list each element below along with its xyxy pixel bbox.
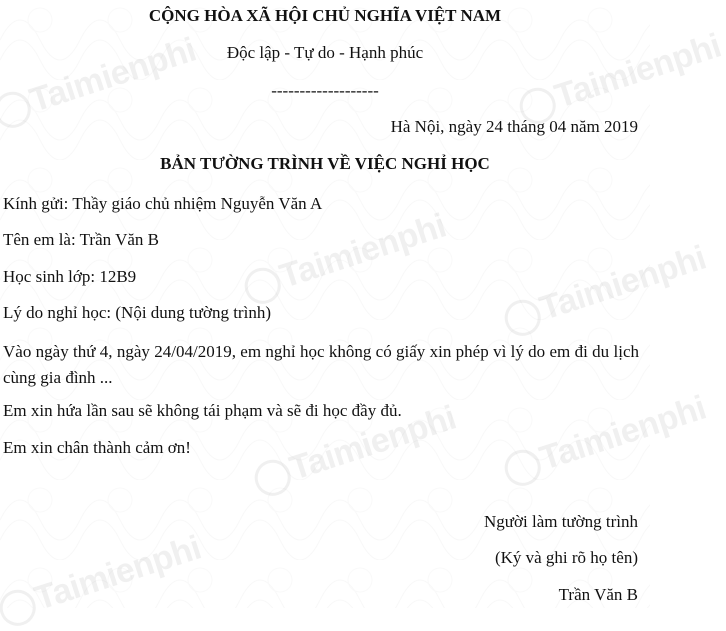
watermark-logo (0, 529, 206, 631)
watermark-text: Taimienphi (535, 238, 711, 328)
watermark-circle-icon (250, 455, 295, 500)
watermark-text: Taimienphi (25, 30, 201, 120)
watermark-circle-icon (0, 585, 40, 630)
signature-name: Trần Văn B (558, 585, 638, 604)
thanks-line: Em xin chân thành cảm ơn! (3, 438, 191, 457)
watermark-text: Taimienphi (550, 26, 726, 116)
student-class-line: Học sinh lớp: 12B9 (3, 267, 137, 286)
signature-role: Người làm tường trình (484, 512, 638, 531)
watermark-text: Taimienphi (275, 206, 451, 296)
reason-label-line: Lý do nghỉ học: (Nội dung tường trình) (3, 303, 271, 322)
student-name-line: Tên em là: Trần Văn B (3, 230, 159, 249)
national-title: CỘNG HÒA XÃ HỘI CHỦ NGHĨA VIỆT NAM (148, 6, 502, 25)
watermark-logo (239, 207, 451, 309)
promise-line: Em xin hứa lần sau sẽ không tái phạm và sẽ đi học đầy đủ. (3, 401, 402, 420)
explanation-paragraph: Vào ngày thứ 4, ngày 24/04/2019, em nghỉ học không có giấy xin phép vì lý do em đi du lịch cùng gia đình ... (3, 342, 639, 387)
watermark-text: Taimienphi (285, 398, 461, 488)
recipient-line: Kính gửi: Thầy giáo chủ nhiệm Nguyễn Văn A (3, 194, 323, 213)
national-motto: Độc lập - Tự do - Hạnh phúc (226, 43, 424, 62)
date-line: Hà Nội, ngày 24 tháng 04 năm 2019 (390, 117, 638, 136)
signature-instruction: (Ký và ghi rõ họ tên) (494, 548, 638, 567)
watermark-circle-icon (500, 295, 545, 340)
watermark-text: Taimienphi (535, 388, 711, 478)
watermark-logo (499, 239, 711, 341)
watermark-circle-icon (500, 445, 545, 490)
watermark-logo (499, 389, 711, 491)
document-title: BẢN TƯỜNG TRÌNH VỀ VIỆC NGHỈ HỌC (160, 154, 490, 173)
watermark-text: Taimienphi (30, 528, 206, 618)
header-separator: ------------------- (271, 81, 379, 100)
